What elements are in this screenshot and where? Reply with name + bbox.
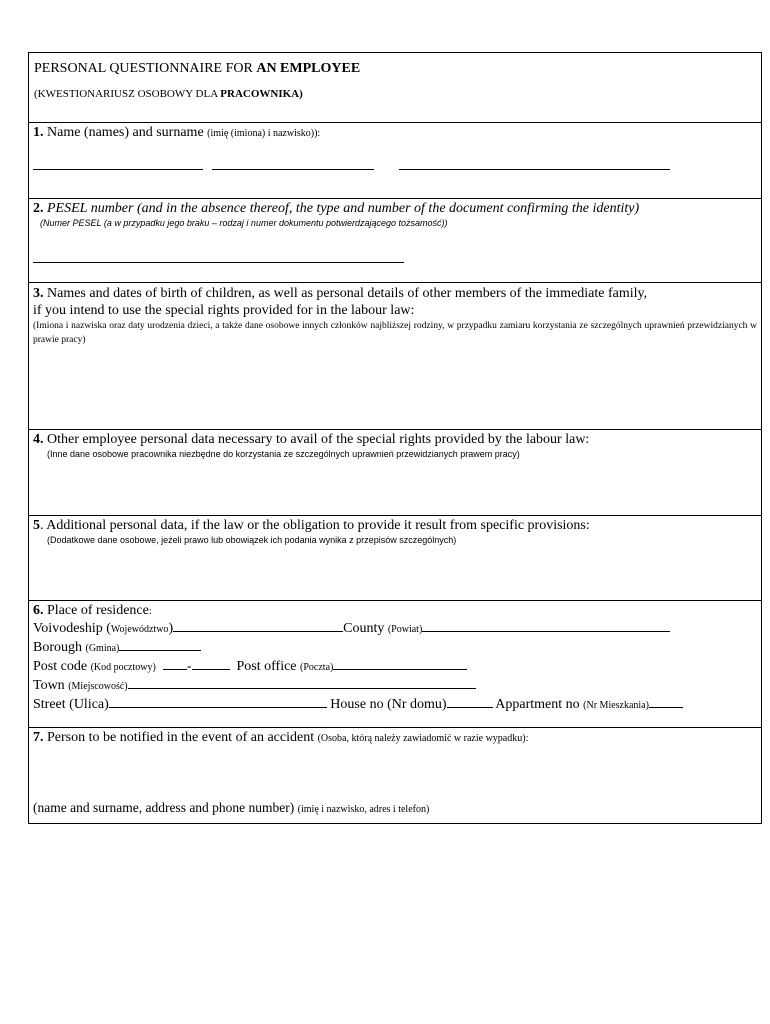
section-label-pl: (Inne dane osobowe pracownika niezbędne do korzystania ze szczególnych uprawnień przewidzianych prawem pracy)	[47, 449, 520, 459]
voivodeship-row	[33, 621, 670, 637]
section-label-pl: (imię (imiona) i nazwisko)):	[207, 128, 321, 139]
section-7-heading	[33, 730, 528, 746]
section-3-heading-2: if you intend to use the special rights provided for in the labour law:	[33, 303, 415, 318]
town-field[interactable]	[128, 687, 476, 689]
additional-data-field[interactable]	[33, 552, 757, 597]
voivodeship-label-pl: Województwo	[110, 624, 169, 635]
section-label: . Additional personal data, if the law or the obligation to provide it result from specific provisions:	[40, 518, 590, 533]
postcode-label: Post code	[33, 659, 91, 674]
surname-field[interactable]	[399, 169, 670, 170]
postoffice-label-pl: (Poczta)	[300, 662, 334, 673]
form-header	[29, 53, 761, 122]
house-label: House no (Nr domu)	[326, 697, 447, 712]
section-label: PESEL number (and in the absence thereof, the type and number of the document confirming the identity)	[43, 201, 640, 216]
section-children-family	[29, 282, 761, 429]
title-bold: AN EMPLOYEE	[256, 61, 361, 76]
voivodeship-field[interactable]	[173, 630, 343, 632]
borough-field[interactable]	[119, 649, 201, 651]
family-details-field[interactable]	[33, 347, 757, 425]
section-place-of-residence	[29, 600, 761, 727]
title-plain: PERSONAL QUESTIONNAIRE FOR	[34, 61, 257, 76]
section-2-heading	[33, 201, 639, 217]
section-emergency-contact	[29, 727, 761, 823]
first-name-field[interactable]	[33, 169, 203, 170]
section-7-footer	[33, 800, 429, 816]
form-title	[34, 61, 360, 77]
section-label-pl: (Numer PESEL (a w przypadku jego braku – rodzaj i numer dokumentu potwierdzającego tożsamość))	[40, 218, 448, 228]
other-data-field[interactable]	[33, 466, 757, 511]
footer-label: (name and surname, address and phone number)	[33, 800, 298, 815]
postcode-field-1[interactable]	[163, 668, 187, 670]
street-label: Street (Ulica)	[33, 697, 109, 712]
section-label-pl: (Dodatkowe dane osobowe, jeżeli prawo lub obowiązek ich podania wynika z przepisów szczególnych)	[47, 535, 457, 545]
section-other-personal-data	[29, 429, 761, 515]
county-label: County	[343, 621, 388, 636]
postoffice-label: Post office	[236, 659, 301, 674]
section-5-heading	[33, 518, 590, 534]
section-3-heading-1	[33, 286, 647, 302]
footer-label-pl: (imię i nazwisko, adres i telefon)	[297, 804, 430, 815]
apartment-field[interactable]	[649, 706, 683, 708]
second-name-field[interactable]	[212, 169, 374, 170]
section-label: Place of residence	[43, 603, 149, 618]
employee-questionnaire-form	[28, 52, 762, 824]
postcode-row	[33, 659, 467, 675]
section-number: 7.	[33, 730, 44, 745]
voivodeship-label: Voivodeship (	[33, 621, 111, 636]
apartment-label: Appartment no	[492, 697, 584, 712]
postcode-label-pl: (Kod pocztowy)	[90, 662, 156, 673]
town-label-pl: (Miejscowość)	[68, 681, 128, 692]
county-field[interactable]	[422, 630, 670, 632]
section-label: Names and dates of birth of children, as well as personal details of other members of the immediate family,	[43, 286, 648, 301]
section-name-surname	[29, 122, 761, 198]
section-label: Name (names) and surname	[43, 125, 208, 140]
section-number: 2.	[33, 201, 44, 216]
house-field[interactable]	[447, 706, 493, 708]
section-number: 6.	[33, 603, 44, 618]
postoffice-field[interactable]	[333, 668, 467, 670]
section-label-pl: (Imiona i nazwiska oraz daty urodzenia dzieci, a także dane osobowe innych członków najbliższej rodziny, w przypadku zamiaru korzystania ze szczególnych uprawnień przewidzianych w prawie pracy)	[33, 321, 757, 345]
county-label-pl: (Powiat)	[387, 624, 423, 635]
section-1-heading	[33, 125, 320, 141]
pesel-field[interactable]	[33, 262, 404, 263]
form-subtitle	[34, 88, 303, 100]
postcode-separator: -	[186, 659, 192, 674]
voivodeship-close: )	[168, 621, 174, 636]
section-number: 4.	[33, 432, 44, 447]
subtitle-bold: PRACOWNIKA)	[220, 88, 303, 100]
borough-label: Borough	[33, 640, 86, 655]
borough-label-pl: (Gmina)	[85, 643, 120, 654]
section-colon: :	[148, 606, 152, 617]
apartment-label-pl: (Nr Mieszkania)	[583, 700, 649, 711]
street-field[interactable]	[109, 706, 327, 708]
section-additional-data	[29, 515, 761, 600]
section-pesel	[29, 198, 761, 282]
section-label: Person to be notified in the event of an accident	[43, 730, 318, 745]
borough-row	[33, 640, 201, 656]
town-row	[33, 678, 476, 694]
emergency-contact-field[interactable]	[33, 750, 757, 796]
section-label-pl: (Osoba, którą należy zawiadomić w razie wypadku):	[317, 733, 529, 744]
section-number: 3.	[33, 286, 44, 301]
street-row	[33, 697, 683, 713]
postcode-field-2[interactable]	[192, 668, 230, 670]
section-6-heading	[33, 603, 152, 619]
town-label: Town	[33, 678, 69, 693]
subtitle-plain: (KWESTIONARIUSZ OSOBOWY DLA	[34, 88, 221, 100]
section-label: Other employee personal data necessary to avail of the special rights provided by the labour law:	[43, 432, 590, 447]
section-4-heading	[33, 432, 589, 448]
section-number: 5	[33, 518, 40, 533]
section-number: 1.	[33, 125, 44, 140]
